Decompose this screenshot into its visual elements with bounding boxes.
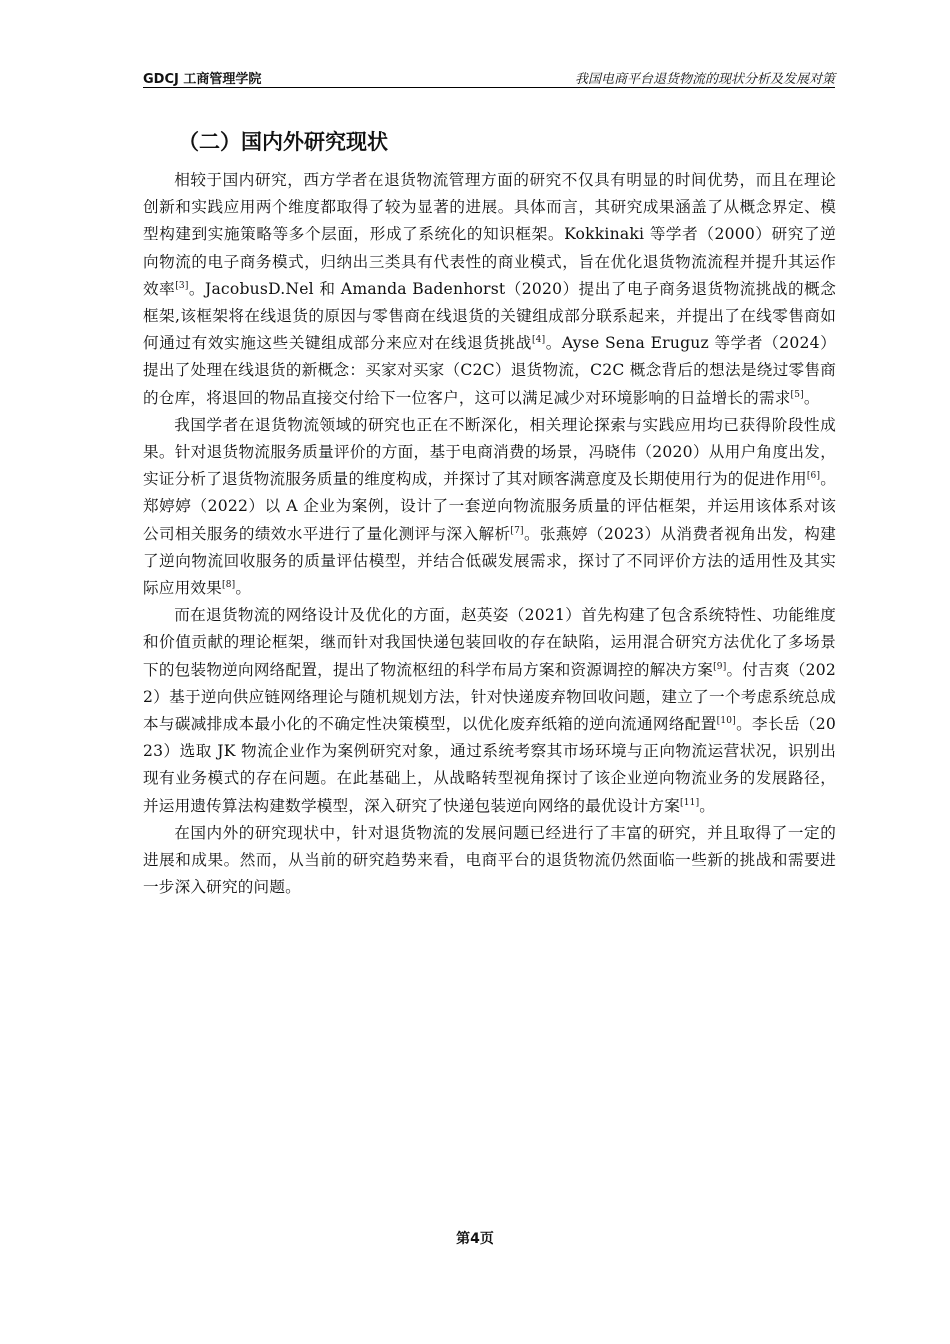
citation-ref: [7] xyxy=(510,525,524,536)
citation-ref: [9] xyxy=(713,661,727,672)
section-heading: （二）国内外研究现状 xyxy=(178,130,388,154)
citation-ref: [5] xyxy=(790,389,804,400)
citation-ref: [4] xyxy=(531,335,546,346)
paragraph-text: 。 xyxy=(803,388,820,407)
page-header xyxy=(143,67,835,88)
paragraph xyxy=(143,602,836,820)
paragraph-text: 相较于国内研究，西方学者在退货物流管理方面的研究不仅具有明显的时间优势，而且在理论创新和实践应用两个维度都取得了较为显著的进展。具体而言，其研究成果涵盖了从概念界定、模型构建到实施策略等多个层面，形成了系统化的知识框架。Kokkinaki 等学者（2000）研究了逆向物流的电子商务模式，归纳出三类具有代表性的商业模式，旨在优化退货物流流程并提升其运作效率 xyxy=(143,171,836,298)
citation-ref: [10] xyxy=(716,715,736,726)
paragraph-text: 我国学者在退货物流领域的研究也正在不断深化，相关理论探索与实践应用均已获得阶段性成果。针对退货物流服务质量评价的方面，基于电商消费的场景，冯晓伟（2020）从用户角度出发，实证分析了退货物流服务质量的维度构成，并探讨了其对顾客满意度及长期使用行为的促进作用 xyxy=(143,415,836,489)
paragraph-text: 。郑婷婷（2022）以 A 企业为案例，设计了一套逆向物流服务质量的评估框架，并运用该体系对该公司相关服务的绩效水平进行了量化测评与深入解析 xyxy=(143,470,836,543)
paragraph xyxy=(143,820,836,902)
page-number: 第4页 xyxy=(456,1231,494,1247)
paragraph-text: 在国内外的研究现状中，针对退货物流的发展问题已经进行了丰富的研究，并且取得了一定的进展和成果。然而，从当前的研究趋势来看，电商平台的退货物流仍然面临一些新的挑战和需要进一步深入研究的问题。 xyxy=(143,823,836,897)
paragraph-text: 。 xyxy=(699,796,716,815)
paragraph-text: 。 xyxy=(235,579,252,598)
paragraph-text: 。张燕婷（2023）从消费者视角出发，构建了逆向物流回收服务的质量评估模型，并结合低碳发展需求，探讨了不同评价方法的适用性及其实际应用效果 xyxy=(143,524,836,598)
paragraph-text: 而在退货物流的网络设计及优化的方面，赵英姿（2021）首先构建了包含系统特性、功能维度和价值贡献的理论框架，继而针对我国快递包装回收的存在缺陷，运用混合研究方法优化了多场景下的包装物逆向网络配置，提出了物流枢纽的科学布局方案和资源调控的解决方案 xyxy=(143,606,836,679)
paragraph-text: 。JacobusD.Nel 和 Amanda Badenhorst（2020）提出了电子商务退货物流挑战的概念框架,该框架将在线退货的原因与零售商在线退货的关键组成部分联系起来，并提出了在线零售商如何通过有效实施这些关键组成部分来应对在线退货挑战 xyxy=(143,279,836,353)
citation-ref: [8] xyxy=(221,579,236,590)
body-text xyxy=(143,167,836,901)
paragraph-text: 。李长岳（2023）选取 JK 物流企业作为案例研究对象，通过系统考察其市场环境与正向物流运营状况，识别出现有业务模式的存在问题。在此基础上，从战略转型视角探讨了该企业逆向物流业务的发展路径，并运用遗传算法构建数学模型，深入研究了快递包装逆向网络的最优设计方案 xyxy=(143,715,836,815)
paragraph-text: 。付吉爽（2022）基于逆向供应链网络理论与随机规划方法，针对快递废弃物回收问题，建立了一个考虑系统总成本与碳减排成本最小化的不确定性决策模型，以优化废弃纸箱的逆向流通网络配置 xyxy=(143,660,837,734)
citation-ref: [11] xyxy=(680,797,700,808)
citation-ref: [3] xyxy=(175,280,189,291)
header-institution: GDCJ 工商管理学院 xyxy=(143,72,262,87)
header-thesis-title: 我国电商平台退货物流的现状分析及发展对策 xyxy=(574,72,835,87)
citation-ref: [6] xyxy=(806,471,821,482)
paragraph-text: 。Ayse Sena Eruguz 等学者（2024）提出了处理在线退货的新概念：买家对买家（C2C）退货物流，C2C 概念背后的想法是绕过零售商的仓库，将退回的物品直接交付给下一位客户，这可以满足减少对环境影响的日益增长的需求 xyxy=(143,334,836,407)
paragraph xyxy=(143,167,836,412)
paragraph xyxy=(143,412,836,602)
